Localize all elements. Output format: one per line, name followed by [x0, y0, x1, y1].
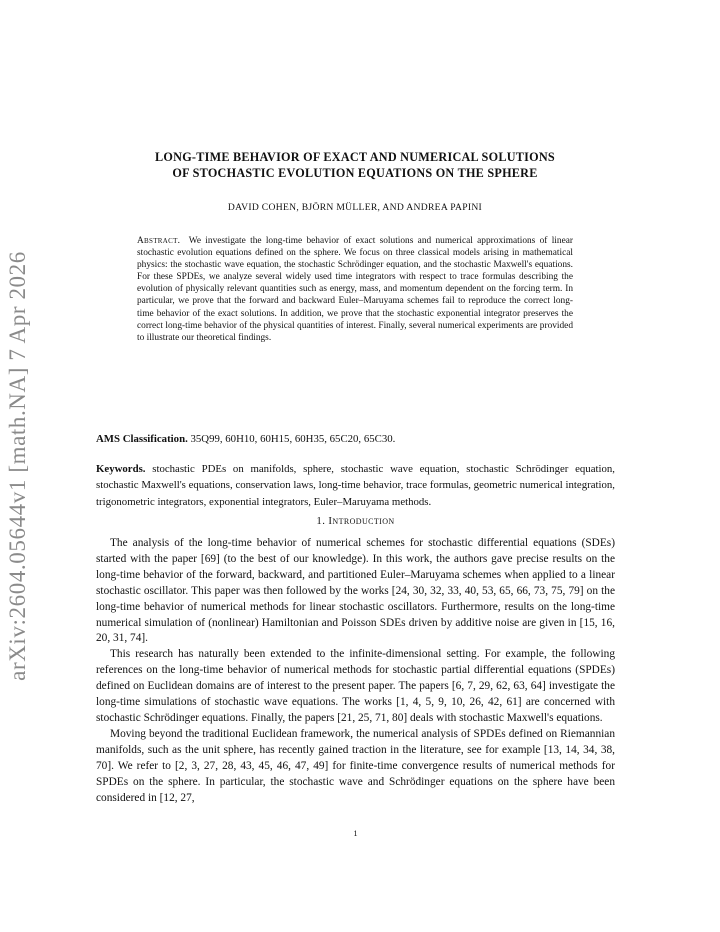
body-paragraph: This research has naturally been extended to the infinite-dimensional setting. For example, the following references on the long-time behavior of numerical methods for stochastic partial differential equations (SPDEs) defined on Euclidean domains are of interest to the present paper. The papers [6, 7, 29, 62, 63, 64] investigate the long-time simulations of stochastic wave equations. The works [1, 4, 5, 9, 10, 26, 42, 61] are concerned with stochastic Schrödinger equations. Finally, the papers [21, 25, 71, 80] deals with stochastic Maxwell's equations.: [96, 648, 615, 724]
arxiv-identifier-text: arXiv:2604.05644v1 [math.NA] 7 Apr 2026: [5, 251, 30, 681]
ams-classification: [96, 433, 616, 445]
author-list: DAVID COHEN, BJÖRN MÜLLER, AND ANDREA PAPINI: [227, 202, 483, 213]
introduction-body: [96, 536, 615, 806]
body-paragraph: The analysis of the long-time behavior of numerical schemes for stochastic differential equations (SDEs) started with the paper [69] (to the best of our knowledge). In this work, the authors gave precise results on the long-time behavior of the forward, backward, and partitioned Euler–Maruyama schemes when applied to a linear stochastic oscillator. This paper was then followed by the works [24, 30, 32, 33, 40, 53, 65, 66, 73, 75, 79] on the long-time behavior of numerical methods for linear stochastic oscillators. Furthermore, results on the long-time numerical simulation of (nonlinear) Hamiltonian and Poisson SDEs driven by additive noise are given in [15, 16, 20, 31, 74].: [96, 537, 615, 645]
abstract: [137, 235, 573, 344]
keywords-label: Keywords.: [96, 463, 146, 475]
section-heading-introduction: 1. Introduction: [316, 515, 395, 527]
paper-title: [95, 149, 615, 181]
paper-title-line-2: OF STOCHASTIC EVOLUTION EQUATIONS ON THE SPHERE: [172, 166, 538, 180]
keywords-paragraph-main: [96, 461, 615, 510]
abstract-text: We investigate the long-time behavior of exact solutions and numerical approximations of linear stochastic evolution equations defined on the sphere. We focus on three classical models arising in mathematical physics: the stochastic wave equation, the stochastic Schrödinger equation, and the stochastic Maxwell's equations. For these SPDEs, we analyze several widely used time integrators with respect to trace formulas describing the evolution of physically relevant quantities such as energy, mass, and momentum dependent on the forcing term. In particular, we prove that the forward and backward Euler–Maruyama schemes fail to reproduce the correct long-time behavior of the exact solutions. In addition, we prove that the stochastic exponential integrator preserves the correct long-time behavior of the physical quantities of interest. Finally, several numerical experiments are provided to illustrate our theoretical findings.: [137, 236, 573, 343]
ams-classification-label: AMS Classification.: [96, 433, 188, 445]
body-paragraph: Moving beyond the traditional Euclidean framework, the numerical analysis of SPDEs defined on Riemannian manifolds, such as the unit sphere, has recently gained traction in the literature, see for example [13, 14, 34, 38, 70]. We refer to [2, 3, 27, 28, 43, 45, 46, 47, 49] for finite-time convergence results of numerical methods for SPDEs on the sphere. In particular, the stochastic wave and Schrödinger equations on the sphere have been considered in [12, 27,: [96, 727, 615, 804]
page-number: 1: [353, 828, 358, 838]
keywords-value: stochastic PDEs on manifolds, sphere, stochastic wave equation, stochastic Schrödinger equation, stochastic Maxwell's equations, conservation laws, long-time behavior, trace formulas, geometric numerical integration, trigonometric integrators, exponential integrators, Euler–Maruyama methods.: [96, 463, 615, 508]
ams-classification-value: 35Q99, 60H10, 60H15, 60H35, 65C20, 65C30.: [190, 433, 396, 445]
abstract-heading: Abstract.: [137, 236, 181, 246]
paper-title-line-1: LONG-TIME BEHAVIOR OF EXACT AND NUMERICAL SOLUTIONS: [155, 150, 555, 164]
